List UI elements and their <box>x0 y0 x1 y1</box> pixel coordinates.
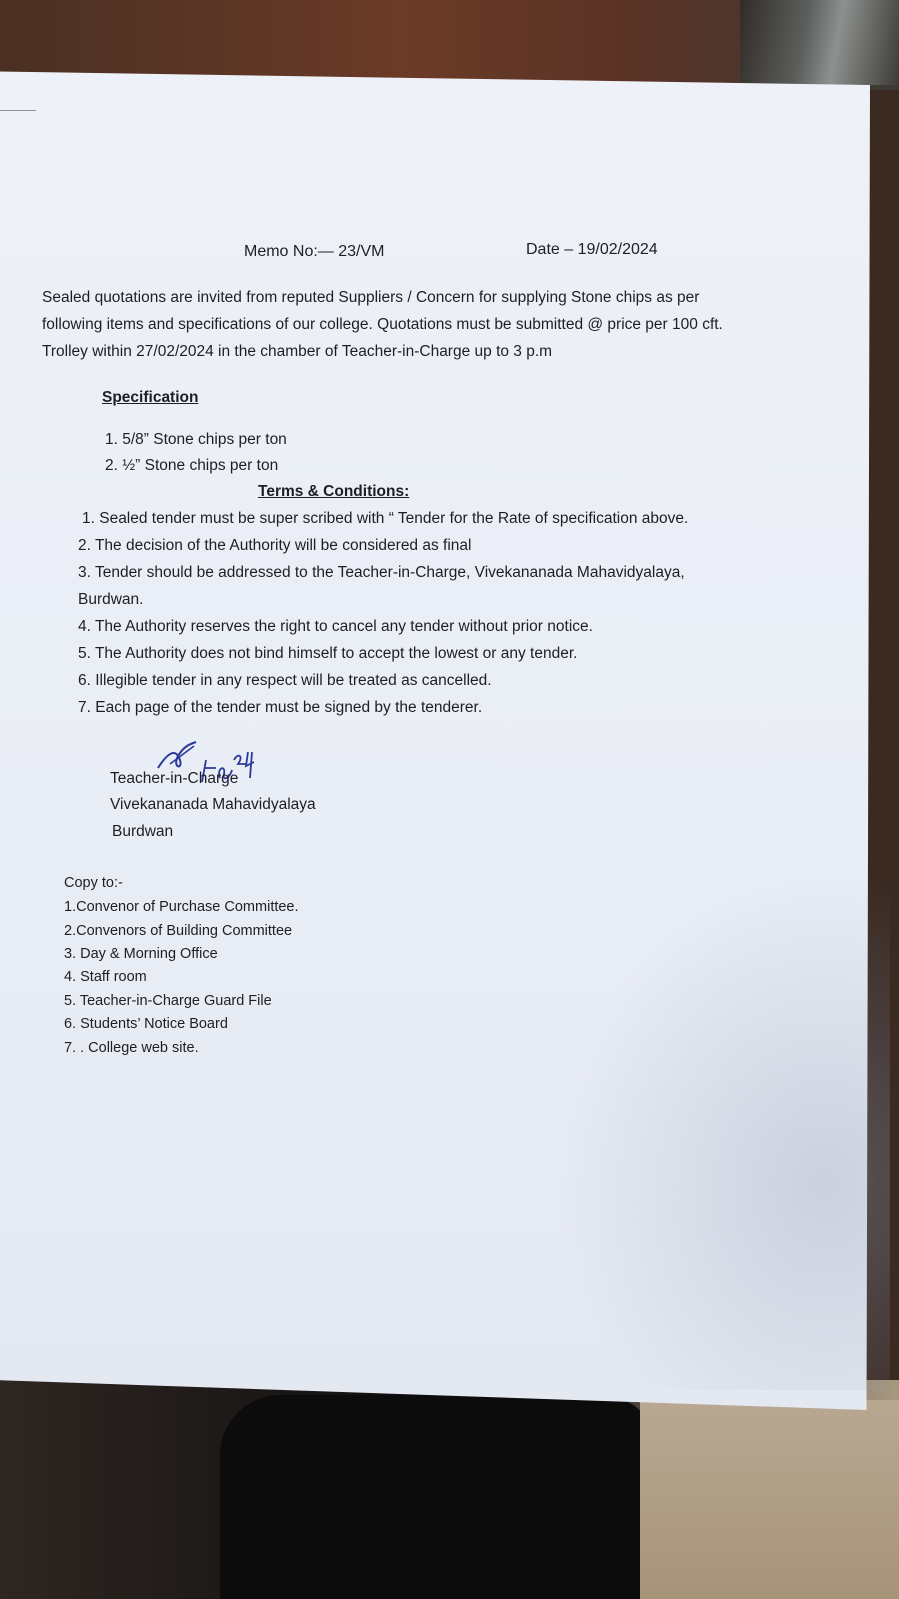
specification-heading: Specification <box>102 389 199 406</box>
paper-mark <box>0 110 36 111</box>
copy-to-item: 2.Convenors of Building Committee <box>64 923 293 939</box>
copy-to-item: 4. Staff room <box>64 969 147 985</box>
terms-item: 6. Illegible tender in any respect will be treated as cancelled. <box>78 672 492 689</box>
signatory-institution: Vivekananada Mahavidyalaya <box>110 796 316 813</box>
terms-item: 1. Sealed tender must be super scribed with “ Tender for the Rate of specification above. <box>82 510 689 527</box>
copy-to-item: 3. Day & Morning Office <box>64 946 218 962</box>
terms-item-continuation: Burdwan. <box>78 591 144 608</box>
background-bottom-floor <box>640 1400 899 1599</box>
paper-sheet <box>0 58 870 1410</box>
copy-to-item: 6. Students’ Notice Board <box>64 1016 228 1032</box>
background-glass <box>740 0 899 85</box>
specification-item: 1. 5/8” Stone chips per ton <box>105 431 287 448</box>
specification-item: 2. ½” Stone chips per ton <box>105 457 279 474</box>
terms-item: 3. Tender should be addressed to the Teacher-in-Charge, Vivekananada Mahavidyalaya, <box>78 564 685 581</box>
copy-to-item: 7. . College web site. <box>64 1040 199 1056</box>
intro-line-3: Trolley within 27/02/2024 in the chamber of Teacher-in-Charge up to 3 p.m <box>42 343 553 360</box>
memo-number: Memo No:— 23/VM <box>244 243 385 260</box>
background-bottom-shadow <box>220 1395 660 1599</box>
intro-line-1: Sealed quotations are invited from reputed Suppliers / Concern for supplying Stone chips as per <box>42 289 700 306</box>
signatory-title: Teacher-in-Charge <box>110 770 239 787</box>
copy-to-item: 1.Convenor of Purchase Committee. <box>64 899 299 915</box>
terms-item: 5. The Authority does not bind himself to accept the lowest or any tender. <box>78 645 578 662</box>
copy-to-item: 5. Teacher-in-Charge Guard File <box>64 993 272 1009</box>
terms-item: 4. The Authority reserves the right to cancel any tender without prior notice. <box>78 618 593 635</box>
memo-date: Date – 19/02/2024 <box>526 241 658 258</box>
terms-item: 2. The decision of the Authority will be considered as final <box>78 537 472 554</box>
terms-item: 7. Each page of the tender must be signed by the tenderer. <box>78 699 483 716</box>
signatory-place: Burdwan <box>112 823 174 840</box>
intro-line-2: following items and specifications of our college. Quotations must be submitted @ price per 100 cft. <box>42 316 723 333</box>
copy-to-heading: Copy to:- <box>64 875 123 891</box>
terms-heading: Terms & Conditions: <box>258 483 410 500</box>
